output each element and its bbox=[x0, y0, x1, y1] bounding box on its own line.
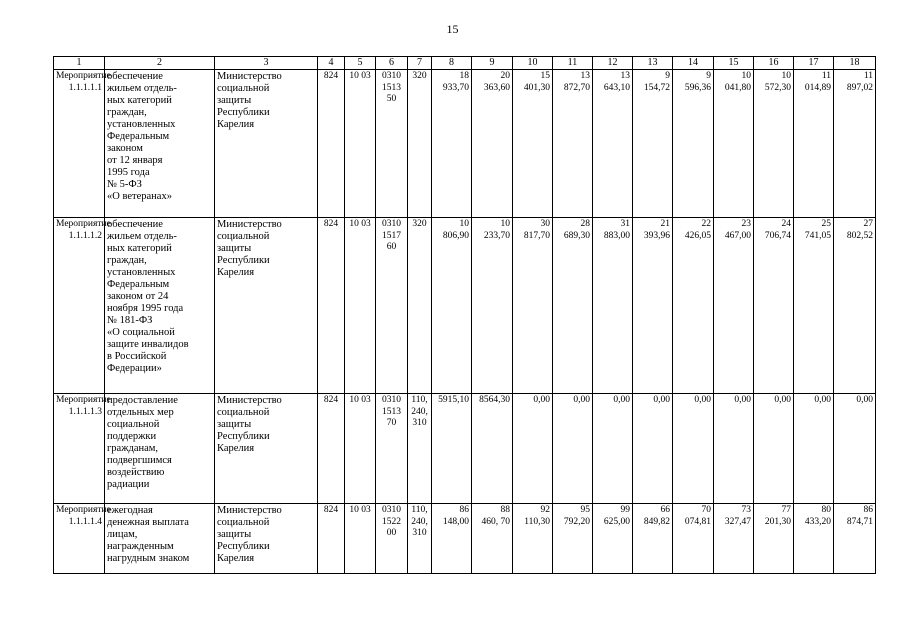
value-cell: 18 933,70 bbox=[432, 70, 472, 218]
value-cell: 13 643,10 bbox=[593, 70, 633, 218]
value-cell: 20 363,60 bbox=[472, 70, 513, 218]
value-cell: 8564,30 bbox=[472, 394, 513, 504]
measure-id: Мероприятие 1.1.1.1.4 bbox=[54, 504, 105, 574]
code-cell: 0310 1513 50 bbox=[376, 70, 408, 218]
code-cell: 10 03 bbox=[345, 70, 376, 218]
value-cell: 10 041,80 bbox=[714, 70, 754, 218]
value-cell: 99 625,00 bbox=[593, 504, 633, 574]
value-cell: 10 233,70 bbox=[472, 218, 513, 394]
measure-id: Мероприятие 1.1.1.1.3 bbox=[54, 394, 105, 504]
code-cell: 110, 240, 310 bbox=[408, 394, 432, 504]
code-cell: 0310 1513 70 bbox=[376, 394, 408, 504]
value-cell: 21 393,96 bbox=[633, 218, 673, 394]
value-cell: 0,00 bbox=[513, 394, 553, 504]
header-row bbox=[54, 57, 876, 70]
header-cell: 16 bbox=[754, 57, 794, 70]
value-cell: 0,00 bbox=[593, 394, 633, 504]
responsible-org: Министерство социальной защиты Республики Карелия bbox=[215, 70, 318, 218]
value-cell: 10 572,30 bbox=[754, 70, 794, 218]
code-cell: 824 bbox=[318, 70, 345, 218]
value-cell: 86 874,71 bbox=[834, 504, 876, 574]
code-cell: 824 bbox=[318, 394, 345, 504]
value-cell: 70 074,81 bbox=[673, 504, 714, 574]
measure-id: Мероприятие 1.1.1.1.1 bbox=[54, 70, 105, 218]
header-cell: 10 bbox=[513, 57, 553, 70]
measure-id: Мероприятие 1.1.1.1.2 bbox=[54, 218, 105, 394]
header-cell: 2 bbox=[105, 57, 215, 70]
value-cell: 80 433,20 bbox=[794, 504, 834, 574]
header-cell: 8 bbox=[432, 57, 472, 70]
code-cell: 320 bbox=[408, 70, 432, 218]
value-cell: 24 706,74 bbox=[754, 218, 794, 394]
header-cell: 6 bbox=[376, 57, 408, 70]
value-cell: 11 014,89 bbox=[794, 70, 834, 218]
measure-description: ежегодная денежная выплата лицам, награжденным нагрудным знаком bbox=[105, 504, 215, 574]
value-cell: 30 817,70 bbox=[513, 218, 553, 394]
code-cell: 10 03 bbox=[345, 394, 376, 504]
header-cell: 12 bbox=[593, 57, 633, 70]
value-cell: 11 897,02 bbox=[834, 70, 876, 218]
value-cell: 15 401,30 bbox=[513, 70, 553, 218]
table-row bbox=[54, 70, 876, 218]
code-cell: 110, 240, 310 bbox=[408, 504, 432, 574]
value-cell: 27 802,52 bbox=[834, 218, 876, 394]
page-number: 15 bbox=[446, 22, 459, 36]
table-row bbox=[54, 504, 876, 574]
budget-table bbox=[53, 56, 876, 574]
code-cell: 824 bbox=[318, 504, 345, 574]
value-cell: 88 460, 70 bbox=[472, 504, 513, 574]
measure-description: обеспечение жильем отдель- ных категорий граждан, установленных Федеральным законом от 24 ноября 1995 года № 181-ФЗ «О социальной защите инвалидов в Российской Федерации» bbox=[105, 218, 215, 394]
value-cell: 0,00 bbox=[553, 394, 593, 504]
value-cell: 92 110,30 bbox=[513, 504, 553, 574]
measure-description: предоставление отдельных мер социальной поддержки гражданам, подвергшимся воздействию радиации bbox=[105, 394, 215, 504]
header-cell: 14 bbox=[673, 57, 714, 70]
value-cell: 25 741,05 bbox=[794, 218, 834, 394]
value-cell: 66 849,82 bbox=[633, 504, 673, 574]
value-cell: 23 467,00 bbox=[714, 218, 754, 394]
header-cell: 15 bbox=[714, 57, 754, 70]
header-cell: 1 bbox=[54, 57, 105, 70]
header-cell: 5 bbox=[345, 57, 376, 70]
value-cell: 0,00 bbox=[834, 394, 876, 504]
value-cell: 13 872,70 bbox=[553, 70, 593, 218]
value-cell: 0,00 bbox=[673, 394, 714, 504]
header-cell: 17 bbox=[794, 57, 834, 70]
responsible-org: Министерство социальной защиты Республики Карелия bbox=[215, 218, 318, 394]
value-cell: 0,00 bbox=[794, 394, 834, 504]
value-cell: 31 883,00 bbox=[593, 218, 633, 394]
header-cell: 11 bbox=[553, 57, 593, 70]
table-row bbox=[54, 218, 876, 394]
value-cell: 86 148,00 bbox=[432, 504, 472, 574]
header-cell: 13 bbox=[633, 57, 673, 70]
code-cell: 0310 1522 00 bbox=[376, 504, 408, 574]
value-cell: 0,00 bbox=[633, 394, 673, 504]
code-cell: 320 bbox=[408, 218, 432, 394]
code-cell: 824 bbox=[318, 218, 345, 394]
value-cell: 5915,10 bbox=[432, 394, 472, 504]
header-cell: 7 bbox=[408, 57, 432, 70]
value-cell: 0,00 bbox=[754, 394, 794, 504]
header-cell: 3 bbox=[215, 57, 318, 70]
value-cell: 73 327,47 bbox=[714, 504, 754, 574]
code-cell: 10 03 bbox=[345, 504, 376, 574]
table-row bbox=[54, 394, 876, 504]
value-cell: 77 201,30 bbox=[754, 504, 794, 574]
header-cell: 18 bbox=[834, 57, 876, 70]
value-cell: 10 806,90 bbox=[432, 218, 472, 394]
value-cell: 95 792,20 bbox=[553, 504, 593, 574]
value-cell: 9 154,72 bbox=[633, 70, 673, 218]
value-cell: 28 689,30 bbox=[553, 218, 593, 394]
code-cell: 10 03 bbox=[345, 218, 376, 394]
responsible-org: Министерство социальной защиты Республики Карелия bbox=[215, 504, 318, 574]
code-cell: 0310 1517 60 bbox=[376, 218, 408, 394]
header-cell: 4 bbox=[318, 57, 345, 70]
responsible-org: Министерство социальной защиты Республики Карелия bbox=[215, 394, 318, 504]
value-cell: 22 426,05 bbox=[673, 218, 714, 394]
measure-description: обеспечение жильем отдель- ных категорий граждан, установленных Федеральным законом от 12 января 1995 года № 5-ФЗ «О ветеранах» bbox=[105, 70, 215, 218]
value-cell: 9 596,36 bbox=[673, 70, 714, 218]
header-cell: 9 bbox=[472, 57, 513, 70]
value-cell: 0,00 bbox=[714, 394, 754, 504]
